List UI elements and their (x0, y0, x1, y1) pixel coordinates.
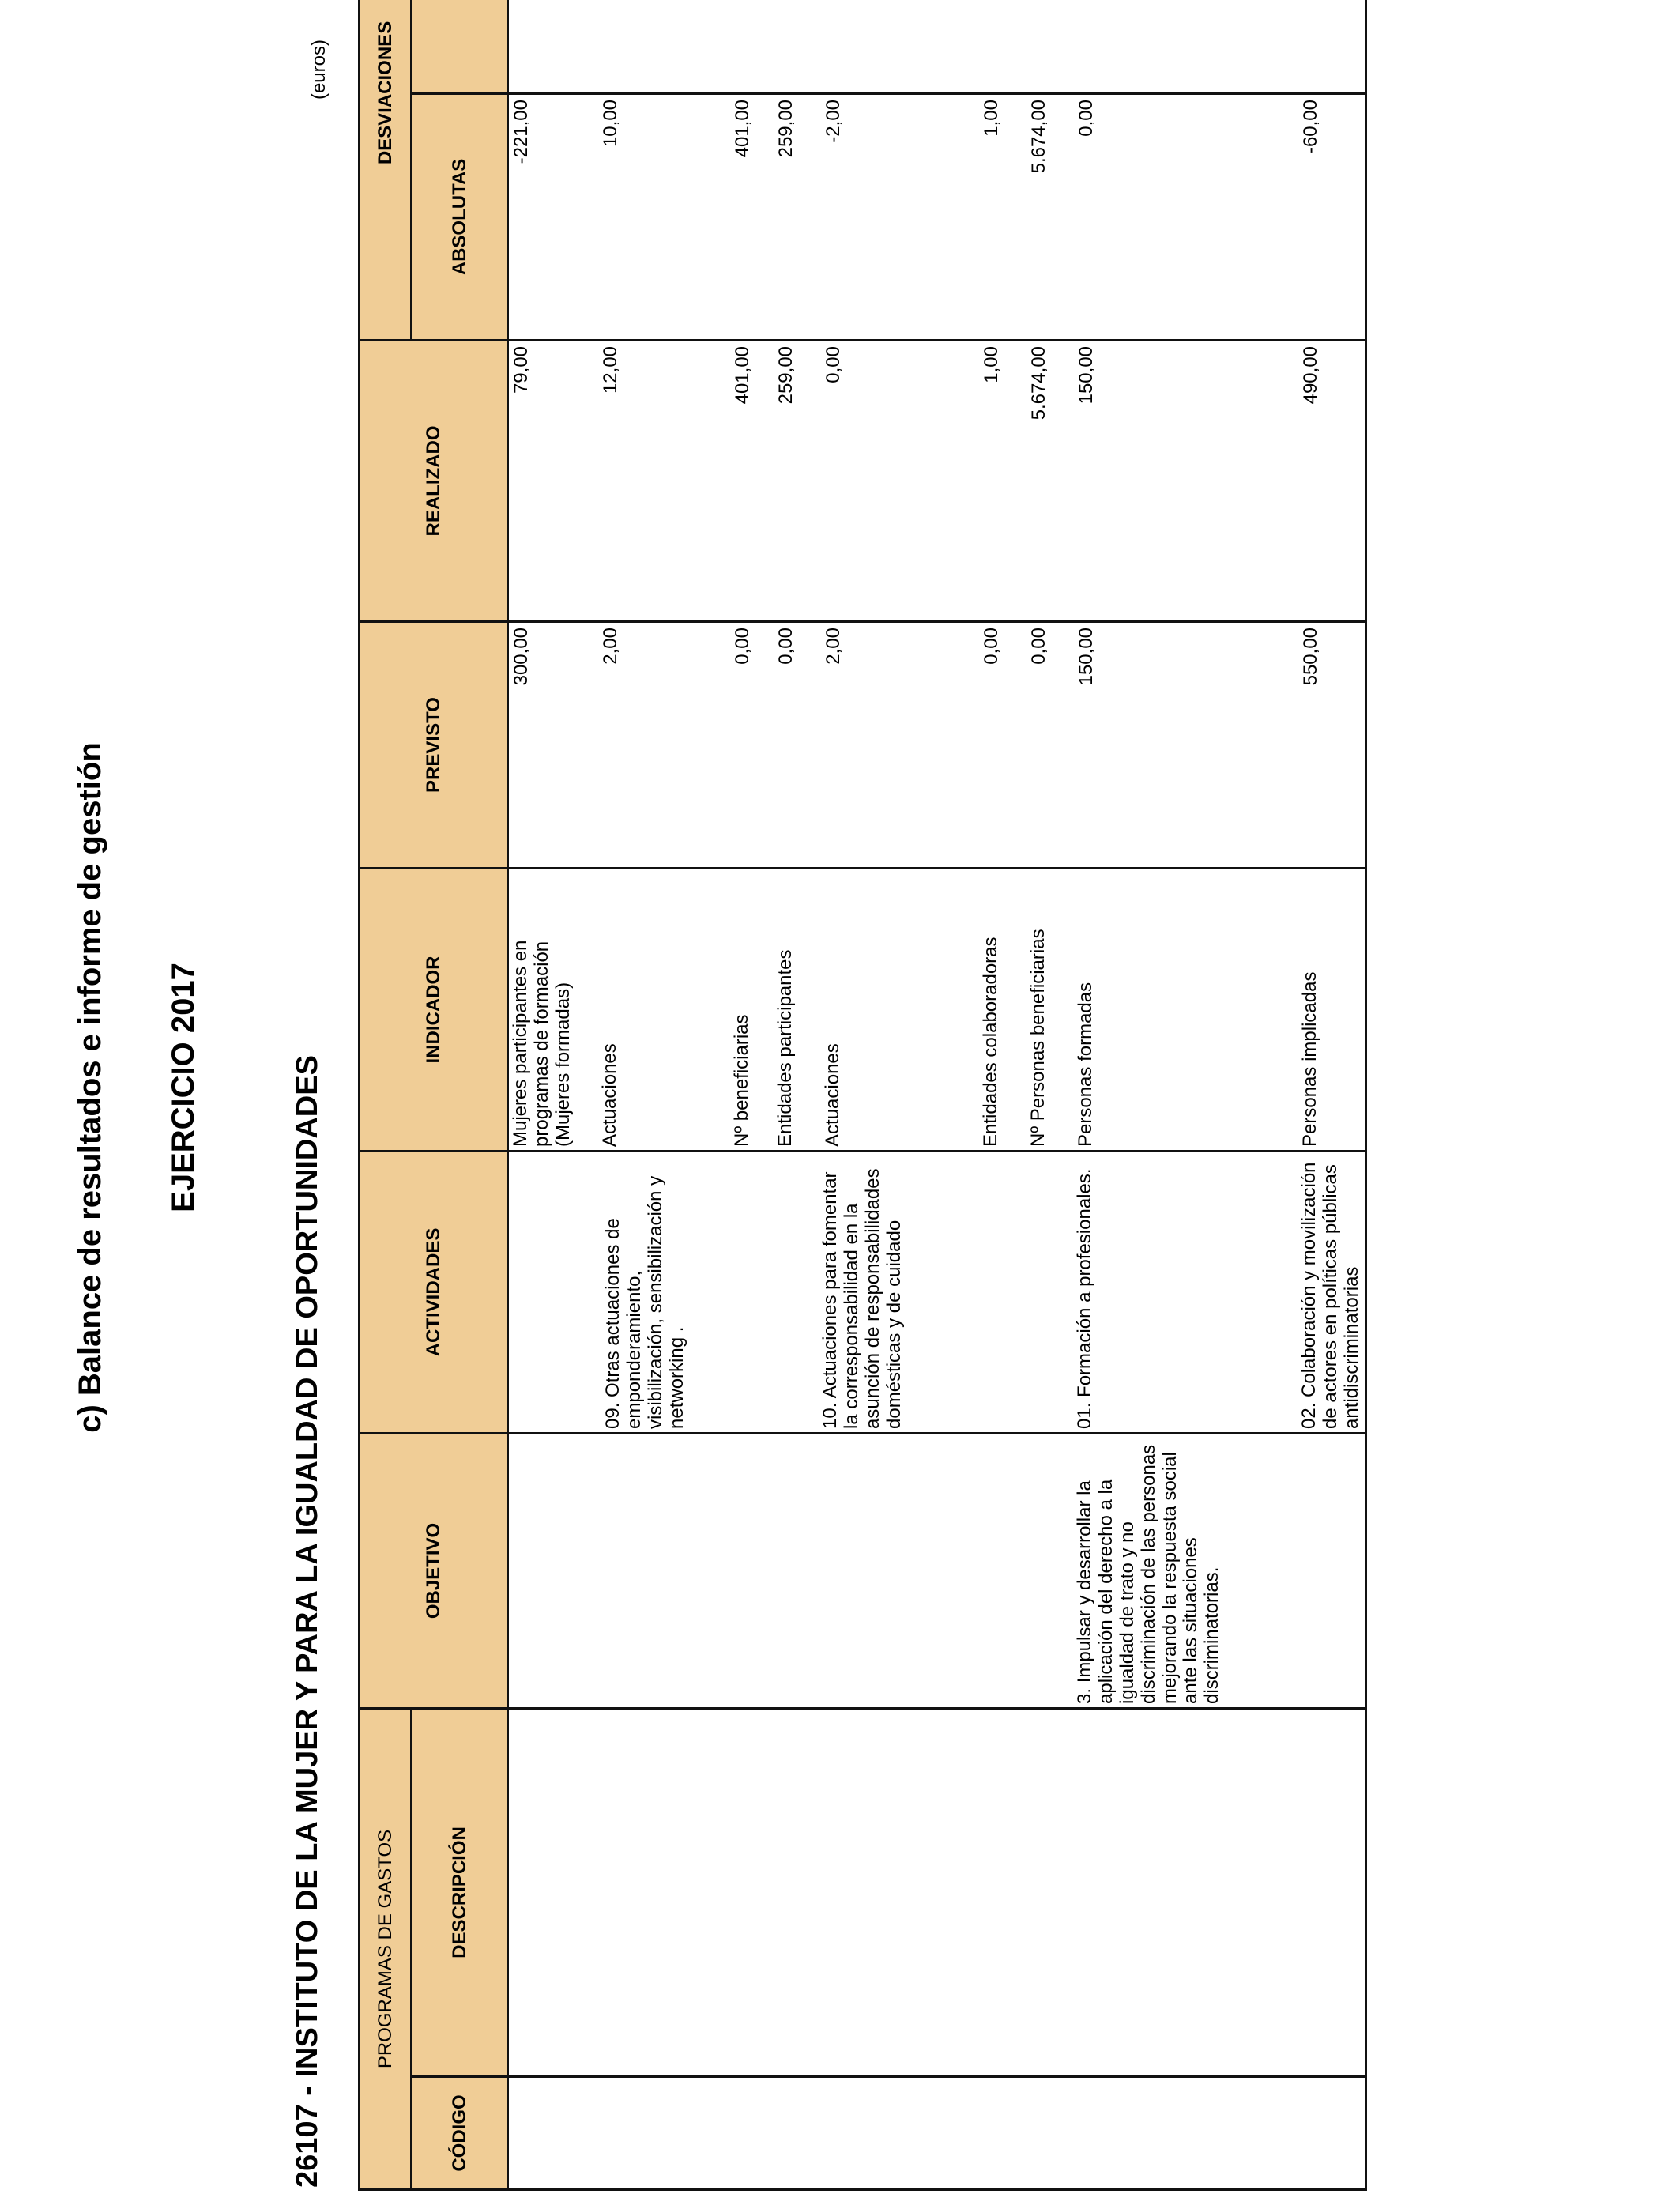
absolutas-value: 0,00 (1075, 99, 1097, 137)
col-header-indicador: INDICADOR (360, 868, 508, 1151)
actividades-cell (508, 1151, 1366, 1433)
actividad-item: 10. Actuaciones para fomentar la corresponsabilidad en la asunción de responsabilidades domésticas y de cuidado (819, 1168, 905, 1429)
col-header-objetivo: OBJETIVO (360, 1433, 508, 1708)
absolutas-value: -221,00 (510, 99, 532, 164)
previsto-value: 0,00 (775, 627, 797, 665)
col-header-codigo: CÓDIGO (412, 2077, 508, 2190)
indicador-item: Entidades colaboradoras (980, 937, 1001, 1147)
codigo-cell (508, 2077, 1366, 2190)
objetivo-cell (508, 1433, 1366, 1708)
realizado-value: 0,00 (823, 345, 844, 383)
col-header-porcentaje (412, 0, 508, 93)
indicador-item: Actuaciones (822, 1043, 843, 1147)
previsto-value: 2,00 (600, 627, 621, 665)
realizado-value: 5.674,00 (1028, 345, 1049, 420)
previsto-value: 0,00 (1028, 627, 1049, 665)
col-header-realizado: REALIZADO (360, 340, 508, 621)
col-header-previsto: PREVISTO (360, 621, 508, 868)
realizado-value: 150,00 (1075, 345, 1097, 405)
porcentaje-value (775, 0, 823, 88)
results-table (358, 0, 1367, 2191)
realizado-value: 401,00 (732, 345, 753, 405)
indicador-item: Personas formadas (1075, 982, 1096, 1147)
absolutas-value: 401,00 (732, 99, 753, 158)
absolutas-cell (508, 93, 1366, 340)
porcentaje-value (510, 0, 600, 88)
indicador-item: Personas implicadas (1299, 971, 1320, 1147)
actividad-item: 09. Otras actuaciones de emponderamiento, visibilización, sensibilización y networking . (602, 1175, 687, 1429)
actividad-item: 02. Colaboración y movilización de actores en políticas públicas antidiscriminatorias (1298, 1162, 1362, 1429)
porcentaje-value (1075, 0, 1300, 88)
indicador-item: Actuaciones (599, 1043, 620, 1147)
table-body-row (508, 0, 1366, 2190)
realizado-value: 259,00 (775, 345, 797, 405)
indicador-item: Mujeres participantes en programas de formación (Mujeres formadas) (510, 940, 574, 1147)
indicador-item: Nº Personas beneficiarias (1027, 929, 1049, 1147)
group-header-desviaciones: DESVIACIONES (360, 0, 412, 340)
realizado-value: 12,00 (600, 345, 621, 394)
previsto-value: 0,00 (732, 627, 753, 665)
indicador-item: Nº beneficiarias (731, 1014, 752, 1147)
porcentaje-value (823, 0, 981, 88)
col-header-absolutas: ABSOLUTAS (412, 93, 508, 340)
realizado-value: 490,00 (1300, 345, 1321, 405)
absolutas-value: 1,00 (981, 99, 1002, 137)
realizado-cell (508, 340, 1366, 621)
indicador-cell (508, 868, 1366, 1151)
indicador-item: Entidades participantes (774, 949, 796, 1147)
previsto-value: 550,00 (1300, 627, 1321, 686)
col-header-descripcion: DESCRIPCIÓN (412, 1708, 508, 2076)
porcentaje-value (1300, 0, 1322, 88)
previsto-value: 300,00 (510, 627, 532, 686)
absolutas-value: 5.674,00 (1028, 99, 1049, 174)
absolutas-value: 259,00 (775, 99, 797, 158)
porcentaje-value (981, 0, 1028, 88)
actividad-item: 01. Formación a profesionales. (1074, 1168, 1095, 1429)
currency-unit: (euros) (308, 40, 330, 100)
porcentaje-cell (508, 0, 1366, 93)
section-title: c) Balance de resultados e informe de gestión (73, 742, 107, 1433)
descripcion-cell (508, 1708, 1366, 2076)
group-header-programas: PROGRAMAS DE GASTOS (360, 1708, 412, 2189)
absolutas-value: 10,00 (600, 99, 621, 148)
porcentaje-value (732, 0, 775, 88)
previsto-value: 150,00 (1075, 627, 1097, 686)
year-title: EJERCICIO 2017 (166, 963, 201, 1212)
realizado-value: 79,00 (510, 345, 532, 394)
absolutas-value: -60,00 (1300, 99, 1321, 154)
previsto-value: 2,00 (823, 627, 844, 665)
porcentaje-value (600, 0, 732, 88)
objetivo-text: 3. Impulsar y desarrollar la aplicación del derecho a la igualdad de trato y no discriminación de las personas mejorando la respuesta social ante las situaciones discriminatorias. (1074, 1444, 1223, 1704)
absolutas-value: -2,00 (823, 99, 844, 143)
porcentaje-value (1028, 0, 1075, 88)
realizado-value: 1,00 (981, 345, 1002, 383)
previsto-value: 0,00 (981, 627, 1002, 665)
previsto-cell (508, 621, 1366, 868)
organization-title: 26107 - INSTITUTO DE LA MUJER Y PARA LA IGUALDAD DE OPORTUNIDADES (291, 1055, 324, 2188)
col-header-actividades: ACTIVIDADES (360, 1151, 508, 1433)
